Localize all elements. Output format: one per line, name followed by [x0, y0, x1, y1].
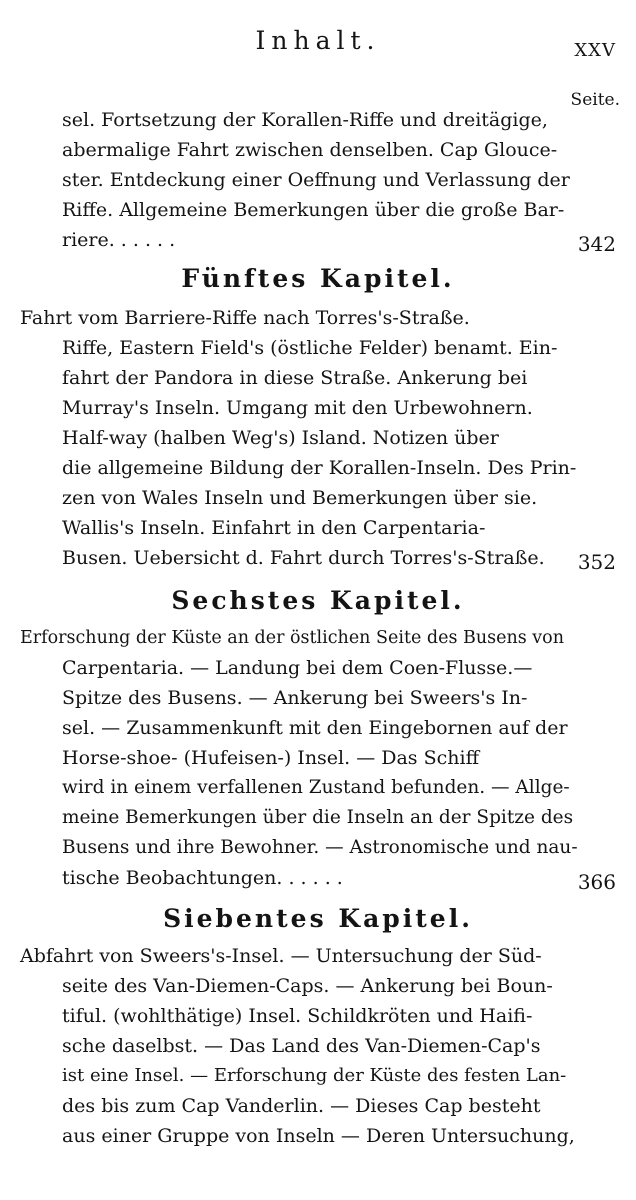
- toc-line: Riffe, Eastern Field's (östliche Felder) benamt. Ein-: [62, 337, 558, 359]
- toc-line: Horse-shoe- (Hufeisen-) Insel. — Das Schiff: [62, 747, 480, 769]
- page-reference: 366: [577, 870, 616, 894]
- toc-line: Spitze des Busens. — Ankerung bei Sweers's In-: [62, 687, 528, 709]
- toc-line: Carpentaria. — Landung bei dem Coen-Flusse.—: [62, 657, 533, 679]
- toc-line: aus einer Gruppe von Inseln — Deren Untersuchung,: [62, 1125, 575, 1147]
- toc-line: meine Bemerkungen über die Inseln an der Spitze des: [62, 807, 574, 828]
- toc-line: Half-way (halben Weg's) Island. Notizen über: [62, 427, 499, 449]
- chapter-heading: Sechstes Kapitel.: [171, 586, 465, 615]
- toc-line: riere. . . . . .: [62, 229, 176, 251]
- page-reference: 342: [577, 232, 616, 256]
- toc-line: tiful. (wohlthätige) Insel. Schildkröten und Haifi-: [62, 1005, 533, 1027]
- toc-line: die allgemeine Bildung der Korallen-Inseln. Des Prin-: [62, 457, 577, 479]
- toc-line: Riffe. Allgemeine Bemerkungen über die große Bar-: [62, 199, 565, 221]
- toc-line: seite des Van-Diemen-Caps. — Ankerung bei Boun-: [62, 975, 553, 997]
- toc-line: Busens und ihre Bewohner. — Astronomische und nau-: [62, 837, 578, 858]
- toc-line: ist eine Insel. — Erforschung der Küste des festen Lan-: [62, 1065, 567, 1086]
- toc-line: tische Beobachtungen. . . . . .: [62, 867, 343, 889]
- seite-column-label: Seite.: [570, 90, 620, 110]
- toc-line: abermalige Fahrt zwischen denselben. Cap Glouce-: [62, 139, 558, 161]
- running-head-title: Inhalt.: [255, 26, 381, 55]
- toc-line: ster. Entdeckung einer Oeffnung und Verlassung der: [62, 169, 570, 191]
- toc-line: sel. — Zusammenkunft mit den Eingebornen auf der: [62, 717, 568, 739]
- toc-line: des bis zum Cap Vanderlin. — Dieses Cap besteht: [62, 1095, 541, 1117]
- chapter-heading: Fünftes Kapitel.: [181, 264, 455, 293]
- toc-line: sche daselbst. — Das Land des Van-Diemen-Cap's: [62, 1035, 541, 1057]
- toc-line: Erforschung der Küste an der östlichen Seite des Busens von: [20, 628, 564, 648]
- toc-line: sel. Fortsetzung der Korallen-Riffe und dreitägige,: [62, 109, 548, 131]
- chapter-heading: Siebentes Kapitel.: [163, 904, 473, 933]
- toc-line: Murray's Inseln. Umgang mit den Urbewohnern.: [62, 397, 533, 419]
- toc-line: Busen. Uebersicht d. Fahrt durch Torres's-Straße.: [62, 547, 545, 569]
- toc-line: wird in einem verfallenen Zustand befunden. — Allge-: [62, 777, 570, 798]
- toc-line: fahrt der Pandora in diese Straße. Ankerung bei: [62, 367, 528, 389]
- page-number: XXV: [574, 40, 616, 61]
- toc-line: zen von Wales Inseln und Bemerkungen über sie.: [62, 487, 538, 509]
- toc-line: Wallis's Inseln. Einfahrt in den Carpentaria-: [62, 517, 486, 539]
- page-reference: 352: [577, 550, 616, 574]
- toc-line: Abfahrt von Sweers's-Insel. — Untersuchung der Süd-: [20, 945, 542, 967]
- toc-line: Fahrt vom Barriere-Riffe nach Torres's-Straße.: [20, 307, 470, 329]
